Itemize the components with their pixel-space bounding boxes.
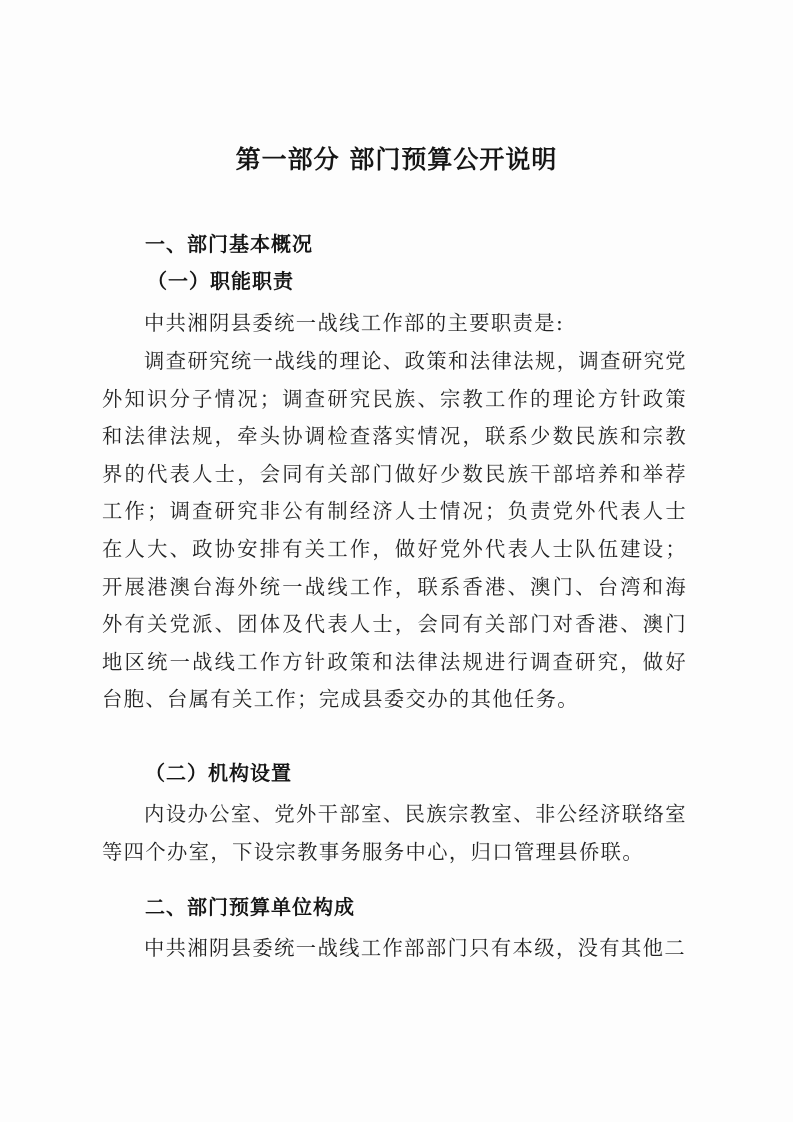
section-heading-budget-units: 二、部门预算单位构成 xyxy=(145,895,355,919)
page-title: 第一部分 部门预算公开说明 xyxy=(235,145,558,174)
budget-units-paragraph xyxy=(102,930,687,968)
duties-intro-text: 中共湘阴县委统一战线工作部的主要职责是: xyxy=(144,311,565,335)
section-heading-basic-overview: 一、部门基本概况 xyxy=(145,232,313,256)
subsection-heading-duties: （一）职能职责 xyxy=(147,269,294,293)
duties-paragraph-text: 调查研究统一战线的理论、政策和法律法规，调查研究党外知识分子情况；调查研究民族、宗教工作的理论方针政策和法律法规，牵头协调检查落实情况，联系少数民族和宗教界的代表人士，会同有关部门做好少数民族干部培养和举荐工作；调查研究非公有制经济人士情况；负责党外代表人士在人大、政协安排有关工作，做好党外代表人士队伍建设；开展港澳台海外统一战线工作，联系香港、澳门、台湾和海外有关党派、团体及代表人士，会同有关部门对香港、澳门地区统一战线工作方针政策和法律法规进行调查研究，做好台胞、台属有关工作；完成县委交办的其他任务。 xyxy=(102,349,687,712)
subsection-heading-organization: （二）机构设置 xyxy=(145,761,292,785)
duties-paragraph xyxy=(102,343,687,719)
duties-intro xyxy=(102,305,687,343)
organization-paragraph-text: 内设办公室、党外干部室、民族宗教室、非公经济联络室等四个办室，下设宗教事务服务中心，归口管理县侨联。 xyxy=(102,802,687,864)
organization-paragraph xyxy=(102,796,687,871)
budget-units-paragraph-text: 中共湘阴县委统一战线工作部部门只有本级，没有其他二 xyxy=(144,936,687,960)
